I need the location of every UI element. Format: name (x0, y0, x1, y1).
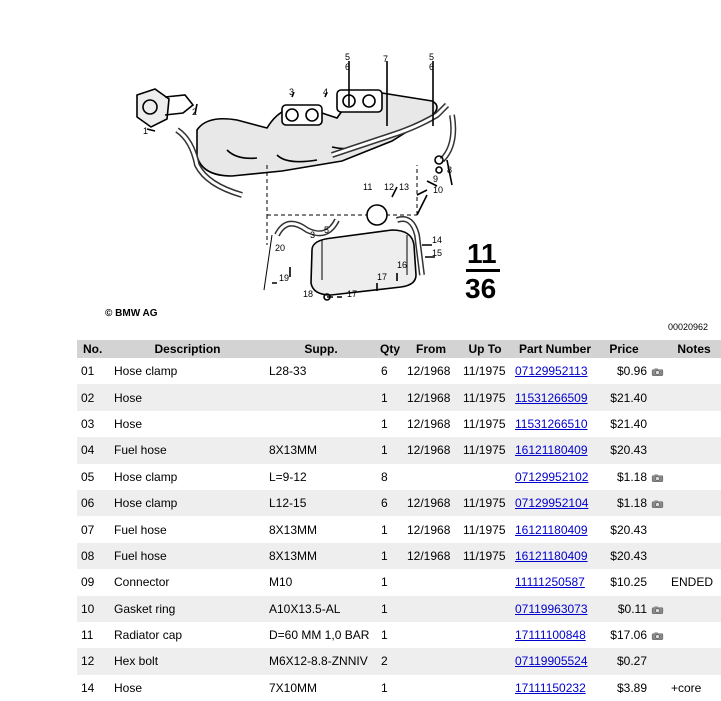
row-description: Fuel hose (110, 543, 265, 569)
table-row (77, 411, 721, 437)
row-notes (667, 622, 721, 648)
row-photo-cell (649, 384, 667, 410)
row-supplement: L=9-12 (265, 464, 377, 490)
row-from-date: 12/1968 (403, 516, 459, 542)
callout-label: 15 (432, 248, 443, 258)
row-part-number (511, 384, 599, 410)
row-from-date (403, 464, 459, 490)
row-price: $0.11 (599, 596, 649, 622)
row-notes (667, 437, 721, 463)
row-from-date: 12/1968 (403, 411, 459, 437)
callout-label: 19 (279, 273, 290, 283)
row-part-number (511, 543, 599, 569)
table-row (77, 464, 721, 490)
callout-label: 10 (433, 185, 444, 195)
callout-label: 5 (429, 52, 435, 62)
row-price: $0.27 (599, 648, 649, 674)
camera-icon[interactable] (651, 500, 664, 508)
row-notes (667, 358, 721, 384)
row-supplement (265, 411, 377, 437)
row-number: 08 (77, 543, 110, 569)
row-photo-cell (649, 543, 667, 569)
row-photo-cell (649, 596, 667, 622)
callout-label: 13 (399, 182, 410, 192)
callout-label: 14 (432, 235, 443, 245)
row-photo-cell (649, 437, 667, 463)
table-row (77, 622, 721, 648)
part-number-link[interactable]: 17111150232 (515, 680, 586, 695)
row-notes (667, 516, 721, 542)
row-up-to-date (459, 648, 511, 674)
callout-label: 17 (377, 272, 388, 282)
row-photo-cell (649, 648, 667, 674)
table-row (77, 437, 721, 463)
row-description: Gasket ring (110, 596, 265, 622)
row-description: Hose (110, 675, 265, 701)
row-number: 10 (77, 596, 110, 622)
row-quantity: 1 (377, 596, 403, 622)
row-number: 12 (77, 648, 110, 674)
row-up-to-date (459, 596, 511, 622)
row-price: $20.43 (599, 543, 649, 569)
row-supplement (265, 384, 377, 410)
part-number-link[interactable]: 11531266510 (515, 416, 588, 431)
callout-label: 17 (347, 289, 358, 299)
row-supplement: D=60 MM 1,0 BAR (265, 622, 377, 648)
part-number-link[interactable]: 07129952104 (515, 496, 589, 511)
row-part-number (511, 464, 599, 490)
callout-label: 12 (384, 182, 395, 192)
row-part-number (511, 675, 599, 701)
row-notes (667, 464, 721, 490)
callout-label: 4 (323, 87, 329, 97)
row-supplement: L12-15 (265, 490, 377, 516)
row-price: $1.18 (599, 464, 649, 490)
row-part-number (511, 622, 599, 648)
callout-label: 16 (397, 260, 408, 270)
row-number: 07 (77, 516, 110, 542)
row-number: 09 (77, 569, 110, 595)
row-part-number (511, 516, 599, 542)
row-description: Connector (110, 569, 265, 595)
part-number-link[interactable]: 07129952102 (515, 469, 589, 484)
table-row (77, 569, 721, 595)
row-from-date: 12/1968 (403, 384, 459, 410)
row-supplement: 8X13MM (265, 543, 377, 569)
row-price: $20.43 (599, 437, 649, 463)
row-supplement: A10X13.5-AL (265, 596, 377, 622)
callout-label: 7 (383, 54, 389, 64)
header-price: Price (599, 340, 649, 358)
row-quantity: 2 (377, 648, 403, 674)
row-from-date: 12/1968 (403, 437, 459, 463)
row-price: $21.40 (599, 411, 649, 437)
callout-label: 9 (433, 174, 439, 184)
callout-label: 2 (192, 107, 198, 117)
row-description: Hose clamp (110, 464, 265, 490)
row-from-date: 12/1968 (403, 358, 459, 384)
row-up-to-date: 11/1975 (459, 437, 511, 463)
row-description: Hose (110, 411, 265, 437)
row-photo-cell (649, 622, 667, 648)
group-number (465, 238, 500, 304)
part-number-link[interactable]: 07119905524 (515, 654, 588, 669)
row-notes: ENDED (667, 569, 721, 595)
row-supplement: M6X12-8.8-ZNNIV (265, 648, 377, 674)
parts-table (77, 340, 721, 701)
table-row (77, 490, 721, 516)
callout-label: 11 (363, 182, 373, 192)
row-number: 03 (77, 411, 110, 437)
table-row (77, 648, 721, 674)
part-number-link[interactable]: 11531266509 (515, 390, 588, 405)
row-supplement: 8X13MM (265, 516, 377, 542)
row-photo-cell (649, 569, 667, 595)
group-number-main: 11 (467, 238, 497, 269)
table-row (77, 543, 721, 569)
row-quantity: 8 (377, 464, 403, 490)
row-number: 01 (77, 358, 110, 384)
part-number-link[interactable]: 17111100848 (515, 628, 586, 643)
row-notes (667, 648, 721, 674)
row-notes (667, 411, 721, 437)
row-from-date (403, 622, 459, 648)
row-part-number (511, 490, 599, 516)
parts-diagram (77, 35, 721, 335)
row-quantity: 1 (377, 675, 403, 701)
camera-icon[interactable] (651, 632, 664, 640)
row-number: 14 (77, 675, 110, 701)
row-notes (667, 596, 721, 622)
callout-label: 6 (429, 62, 435, 72)
part-number-link[interactable]: 16121180409 (515, 522, 588, 537)
callout-label: 20 (275, 243, 286, 253)
row-photo-cell (649, 464, 667, 490)
header-from: From (403, 340, 459, 358)
row-supplement: 7X10MM (265, 675, 377, 701)
part-number-link[interactable]: 16121180409 (515, 548, 588, 563)
row-price: $10.25 (599, 569, 649, 595)
row-supplement: 8X13MM (265, 437, 377, 463)
table-header-row (77, 340, 721, 358)
row-notes (667, 384, 721, 410)
row-up-to-date (459, 569, 511, 595)
row-part-number (511, 569, 599, 595)
exploded-view-drawing (77, 35, 721, 335)
callout-label: 5 (324, 225, 330, 235)
part-number-link[interactable]: 07119963073 (515, 601, 588, 616)
diagram-id: 00020962 (667, 322, 708, 332)
row-quantity: 1 (377, 516, 403, 542)
table-row (77, 596, 721, 622)
header-up-to: Up To (459, 340, 511, 358)
row-description: Hose (110, 384, 265, 410)
row-up-to-date: 11/1975 (459, 543, 511, 569)
part-number-link[interactable]: 16121180409 (515, 443, 588, 458)
row-price: $17.06 (599, 622, 649, 648)
row-photo-cell (649, 358, 667, 384)
row-price: $20.43 (599, 516, 649, 542)
row-part-number (511, 358, 599, 384)
table-row (77, 384, 721, 410)
row-quantity: 1 (377, 411, 403, 437)
row-from-date (403, 675, 459, 701)
callout-label: 8 (447, 165, 453, 175)
table-row (77, 516, 721, 542)
row-from-date (403, 648, 459, 674)
camera-icon[interactable] (651, 606, 664, 614)
header-supp: Supp. (265, 340, 377, 358)
row-up-to-date: 11/1975 (459, 490, 511, 516)
header-description: Description (110, 340, 265, 358)
header-no: No. (77, 340, 110, 358)
row-part-number (511, 648, 599, 674)
callout-label: 3 (310, 230, 316, 240)
row-up-to-date: 11/1975 (459, 411, 511, 437)
row-description: Hose clamp (110, 490, 265, 516)
camera-icon[interactable] (651, 368, 664, 376)
row-photo-cell (649, 490, 667, 516)
row-quantity: 1 (377, 384, 403, 410)
row-part-number (511, 411, 599, 437)
row-part-number (511, 437, 599, 463)
row-photo-cell (649, 516, 667, 542)
parts-table-container (77, 340, 721, 701)
row-quantity: 1 (377, 569, 403, 595)
row-up-to-date: 11/1975 (459, 516, 511, 542)
row-description: Hose clamp (110, 358, 265, 384)
row-up-to-date: 11/1975 (459, 358, 511, 384)
row-photo-cell (649, 675, 667, 701)
row-number: 11 (77, 622, 110, 648)
row-notes: +core (667, 675, 721, 701)
row-from-date (403, 596, 459, 622)
row-quantity: 1 (377, 622, 403, 648)
header-part-number: Part Number (511, 340, 599, 358)
callout-label: 5 (345, 52, 351, 62)
row-price: $0.96 (599, 358, 649, 384)
row-price: $1.18 (599, 490, 649, 516)
header-spacer (649, 340, 667, 358)
row-quantity: 6 (377, 490, 403, 516)
camera-icon[interactable] (651, 474, 664, 482)
part-number-link[interactable]: 07129952113 (515, 364, 588, 379)
row-from-date: 12/1968 (403, 490, 459, 516)
row-supplement: M10 (265, 569, 377, 595)
row-number: 05 (77, 464, 110, 490)
row-description: Fuel hose (110, 437, 265, 463)
row-photo-cell (649, 411, 667, 437)
row-from-date (403, 569, 459, 595)
row-quantity: 1 (377, 437, 403, 463)
row-description: Radiator cap (110, 622, 265, 648)
header-qty: Qty (377, 340, 403, 358)
header-notes: Notes (667, 340, 721, 358)
row-quantity: 6 (377, 358, 403, 384)
row-price: $21.40 (599, 384, 649, 410)
row-price: $3.89 (599, 675, 649, 701)
callout-label: 6 (345, 62, 351, 72)
row-number: 04 (77, 437, 110, 463)
callout-label: 18 (303, 289, 314, 299)
row-up-to-date (459, 675, 511, 701)
row-description: Fuel hose (110, 516, 265, 542)
group-number-sub: 36 (465, 273, 497, 304)
row-up-to-date (459, 464, 511, 490)
row-part-number (511, 596, 599, 622)
part-number-link[interactable]: 11111250587 (515, 575, 585, 590)
table-row (77, 675, 721, 701)
callout-label: 3 (289, 87, 295, 97)
copyright-label: © BMW AG (105, 308, 158, 319)
row-supplement: L28-33 (265, 358, 377, 384)
row-quantity: 1 (377, 543, 403, 569)
row-description: Hex bolt (110, 648, 265, 674)
row-number: 06 (77, 490, 110, 516)
callout-label: 1 (143, 126, 149, 136)
row-notes (667, 490, 721, 516)
row-notes (667, 543, 721, 569)
row-up-to-date (459, 622, 511, 648)
parts-table-body (77, 358, 721, 701)
row-from-date: 12/1968 (403, 543, 459, 569)
table-row (77, 358, 721, 384)
row-up-to-date: 11/1975 (459, 384, 511, 410)
callout-labels (143, 52, 452, 299)
row-number: 02 (77, 384, 110, 410)
